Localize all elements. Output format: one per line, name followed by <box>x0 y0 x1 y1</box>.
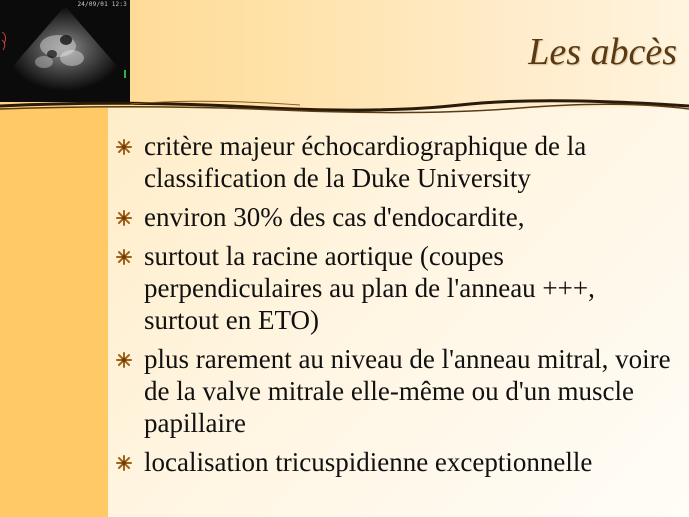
left-band <box>0 108 108 517</box>
asterisk-bullet-icon <box>116 455 132 471</box>
slide-title: Les abcès <box>528 31 677 73</box>
bullet-text: environ 30% des cas d'endocardite, <box>144 202 525 232</box>
bullet-text: plus rarement au niveau de l'anneau mitral, voire de la valve mitrale elle-même ou d'un muscle papillaire <box>144 344 671 438</box>
echocardiogram-image <box>0 0 130 102</box>
asterisk-bullet-icon <box>116 352 132 368</box>
bullet-text: localisation tricuspidienne exceptionnelle <box>144 447 593 477</box>
decorative-divider <box>0 96 689 114</box>
asterisk-bullet-icon <box>116 139 132 155</box>
bullet-item <box>116 343 676 439</box>
bullet-item <box>116 201 676 233</box>
asterisk-bullet-icon <box>116 249 132 265</box>
bullet-text: surtout la racine aortique (coupes perpendiculaires au plan de l'anneau +++, surtout en ETO) <box>144 241 595 335</box>
bullet-item <box>116 240 676 336</box>
asterisk-bullet-icon <box>116 210 132 226</box>
bullet-list <box>116 130 676 485</box>
thumbnail-caption: 24/09/01 12:3 <box>77 1 127 8</box>
bullet-item <box>116 446 676 478</box>
bullet-text: critère majeur échocardiographique de la classification de la Duke University <box>144 131 587 193</box>
bullet-item <box>116 130 676 194</box>
